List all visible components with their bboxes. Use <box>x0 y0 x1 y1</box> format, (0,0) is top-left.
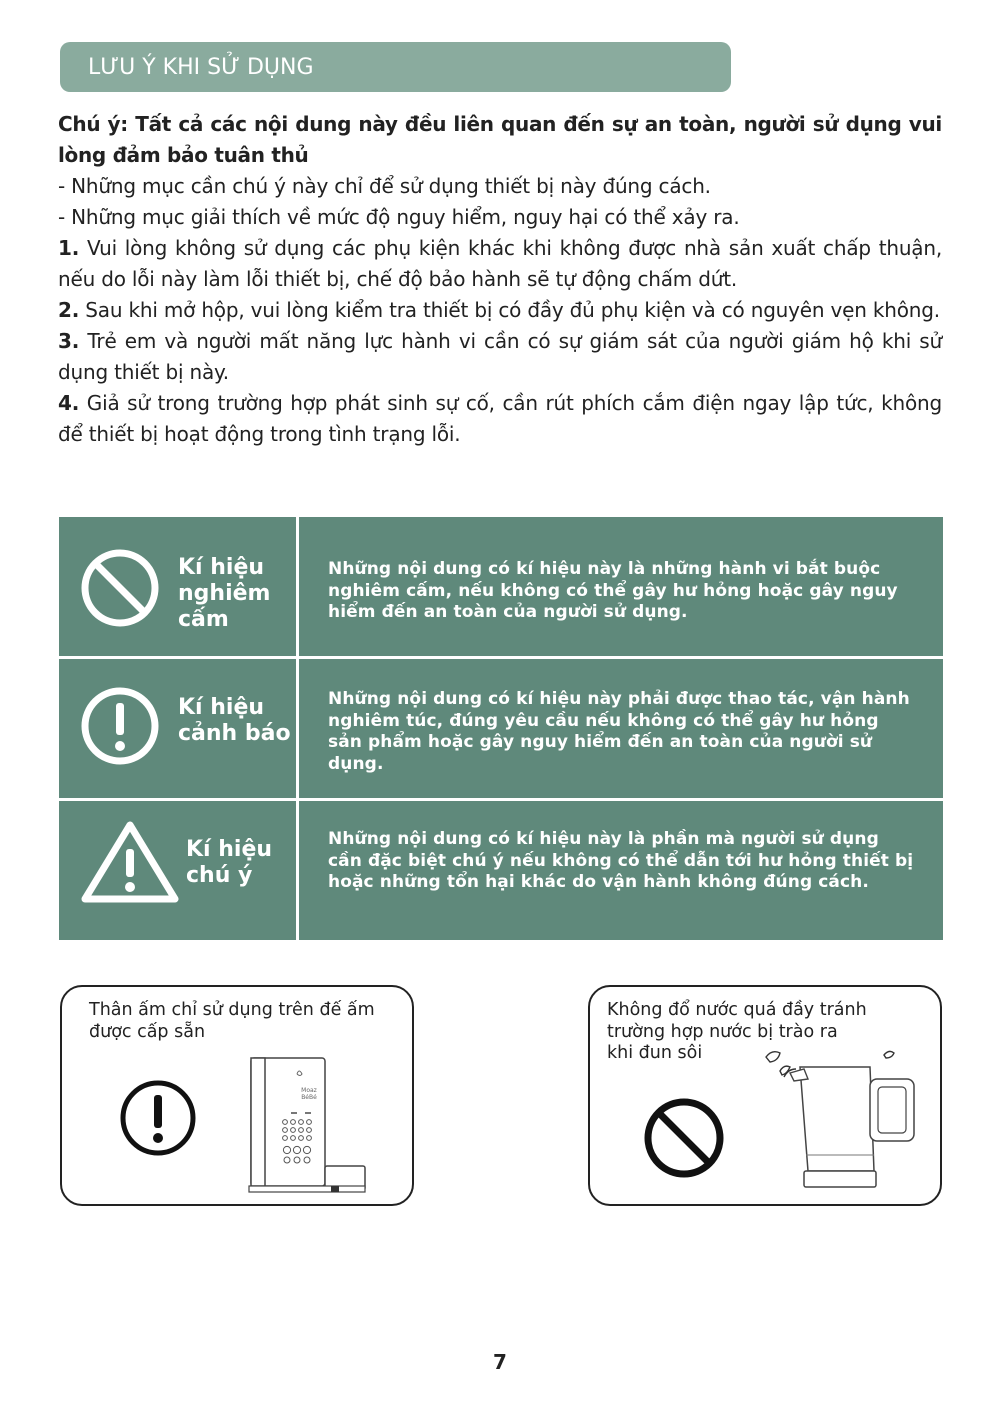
item-number: 1. <box>58 236 80 260</box>
symbol-name: Kí hiệu nghiêm cấm <box>178 555 271 632</box>
kettle-on-base-illustration <box>247 1054 372 1198</box>
symbol-name: Kí hiệu chú ý <box>186 837 273 888</box>
card-text-content: Không đổ nước quá đầy tránh trường hợp nước bị trào ra khi đun sôi <box>607 1000 867 1063</box>
symbol-table <box>59 517 943 940</box>
warning-circle-icon <box>118 1078 198 1158</box>
item-text: Sau khi mở hộp, vui lòng kiểm tra thiết bị có đầy đủ phụ kiện và có nguyên vẹn không. <box>79 298 940 322</box>
intro-lead: Chú ý: Tất cả các nội dung này đều liên quan đến sự an toàn, người sử dụng vui lòng đảm bảo tuân thủ <box>58 112 942 167</box>
intro-item-2 <box>58 295 942 326</box>
note-card-water-level <box>588 985 942 1206</box>
symbol-name: Kí hiệu cảnh báo <box>178 695 291 746</box>
intro-item-3 <box>58 326 942 388</box>
item-number: 3. <box>58 329 80 353</box>
note-card-base <box>60 985 414 1206</box>
intro-item-1 <box>58 233 942 295</box>
prohibited-icon <box>79 547 161 629</box>
symbol-description: Những nội dung có kí hiệu này là phần mà người sử dụng cần đặc biệt chú ý nếu không có thể dẫn tới hư hỏng thiết bị hoặc những tổn hại khác do vận hành không đúng cách. <box>328 829 914 892</box>
kettle-illustration <box>760 1043 920 1203</box>
caution-triangle-icon <box>79 819 181 905</box>
symbol-description: Những nội dung có kí hiệu này phải được thao tác, vận hành nghiêm túc, đúng yêu cầu nếu không có thể gây hư hỏng sản phẩm hoặc gây nguy hiểm đến an toàn của người sử dụng. <box>328 689 910 774</box>
prohibited-icon <box>642 1096 726 1180</box>
section-title: LƯU Ý KHI SỬ DỤNG <box>88 55 314 80</box>
item-number: 2. <box>58 298 80 322</box>
intro-bullet: - Những mục cần chú ý này chỉ để sử dụng thiết bị này đúng cách. <box>58 174 711 198</box>
item-number: 4. <box>58 391 80 415</box>
symbol-description: Những nội dung có kí hiệu này là những hành vi bắt buộc nghiêm cấm, nếu không có thể gây hư hỏng hoặc gây nguy hiểm đến an toàn của người sử dụng. <box>328 559 898 622</box>
brand-logo: Moaz BéBé <box>301 1087 317 1101</box>
item-text: Vui lòng không sử dụng các phụ kiện khác khi không được nhà sản xuất chấp thuận, nếu do lỗi này làm lỗi thiết bị, chế độ bảo hành sẽ tự động chấm dứt. <box>58 236 942 291</box>
item-text: Trẻ em và người mất năng lực hành vi cần có sự giám sát của người giám hộ khi sử dụng thiết bị này. <box>58 329 942 384</box>
page-number: 7 <box>493 1350 507 1374</box>
item-text: Giả sử trong trường hợp phát sinh sự cố, cần rút phích cắm điện ngay lập tức, không để thiết bị hoạt động trong tình trạng lỗi. <box>58 391 942 446</box>
symbol-row-warning <box>59 659 943 798</box>
symbol-row-caution <box>59 801 943 940</box>
intro-bullet: - Những mục giải thích về mức độ nguy hiểm, nguy hại có thể xảy ra. <box>58 205 740 229</box>
intro-item-4 <box>58 388 942 450</box>
intro-text <box>58 109 942 450</box>
warning-circle-icon <box>79 685 161 767</box>
symbol-row-prohibited <box>59 517 943 656</box>
section-header <box>60 42 731 92</box>
card-text: Thân ấm chỉ sử dụng trên đế ấm được cấp sẵn <box>89 1000 375 1042</box>
